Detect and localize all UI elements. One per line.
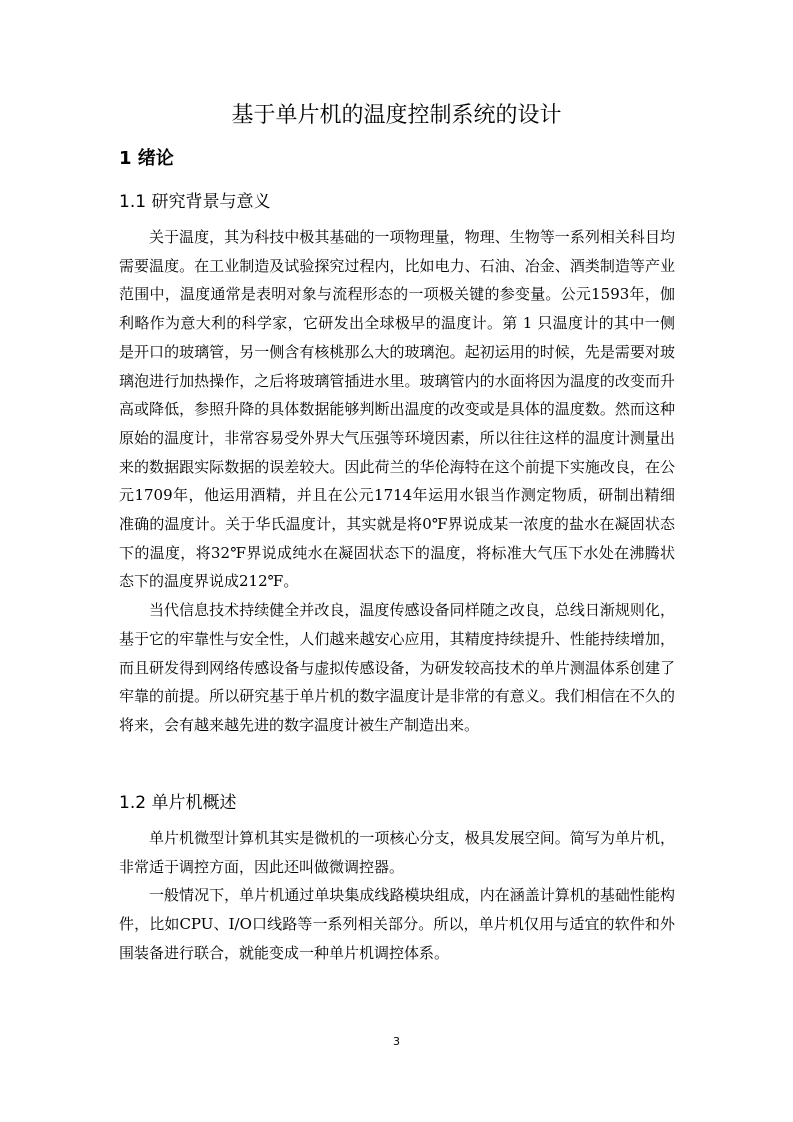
paragraph: 一般情况下，单片机通过单块集成线路模块组成，内在涵盖计算机的基础性能构件，比如CPU、I/O口线路等一系列相关部分。所以，单片机仅用与适宜的软件和外围装备进行联合，就能变成一种单片机调控体系。 bbox=[119, 886, 675, 962]
section-body-1-2 bbox=[119, 824, 675, 968]
section-heading-1-1: 1.1 研究背景与意义 bbox=[119, 192, 271, 212]
document-title: 基于单片机的温度控制系统的设计 bbox=[231, 103, 562, 128]
page-number: 3 bbox=[393, 1035, 400, 1048]
paragraph: 当代信息技术持续健全并改良，温度传感设备同样随之改良，总线日渐规则化，基于它的牢靠性与安全性，人们越来越安心应用，其精度持续提升、性能持续增加，而且研发得到网络传感设备与虚拟传感设备，为研发较高技术的单片测温体系创建了牢靠的前提。所以研究基于单片机的数字温度计是非常的有意义。我们相信在不久的将来，会有越来越先进的数字温度计被生产制造出来。 bbox=[119, 601, 675, 734]
chapter-heading: 1 绪论 bbox=[119, 148, 174, 169]
paragraph: 关于温度，其为科技中极其基础的一项物理量，物理、生物等一系列相关科目均需要温度。在工业制造及试验探究过程内，比如电力、石油、冶金、酒类制造等产业范围中，温度通常是表明对象与流程形态的一项极关键的参变量。公元1593年，伽利略作为意大利的科学家，它研发出全球极早的温度计。第 1 只温度计的其中一侧是开口的玻璃管，另一侧含有核桃那么大的玻璃泡。起初运用的时候，先是需要对玻璃泡进行加热操作，之后将玻璃管插进水里。玻璃管内的水面将因为温度的改变而升高或降低，参照升降的具体数据能够判断出温度的改变或是具体的温度数。然而这种原始的温度计，非常容易受外界大气压强等环境因素，所以往往这样的温度计测量出来的数据跟实际数据的误差较大。因此荷兰的华伦海特在这个前提下实施改良，在公元1709年，他运用酒精，并且在公元1714年运用水银当作测定物质，研制出精细准确的温度计。关于华氏温度计，其实就是将0℉界说成某一浓度的盐水在凝固状态下的温度，将32℉界说成纯水在凝固状态下的温度，将标准大气压下水处在沸腾状态下的温度界说成212℉。 bbox=[119, 228, 675, 591]
paragraph: 单片机微型计算机其实是微机的一项核心分支，极具发展空间。简写为单片机，非常适于调控方面，因此还叫做微调控器。 bbox=[119, 829, 675, 876]
section-heading-1-2: 1.2 单片机概述 bbox=[119, 793, 237, 813]
section-body-1-1 bbox=[119, 223, 675, 740]
